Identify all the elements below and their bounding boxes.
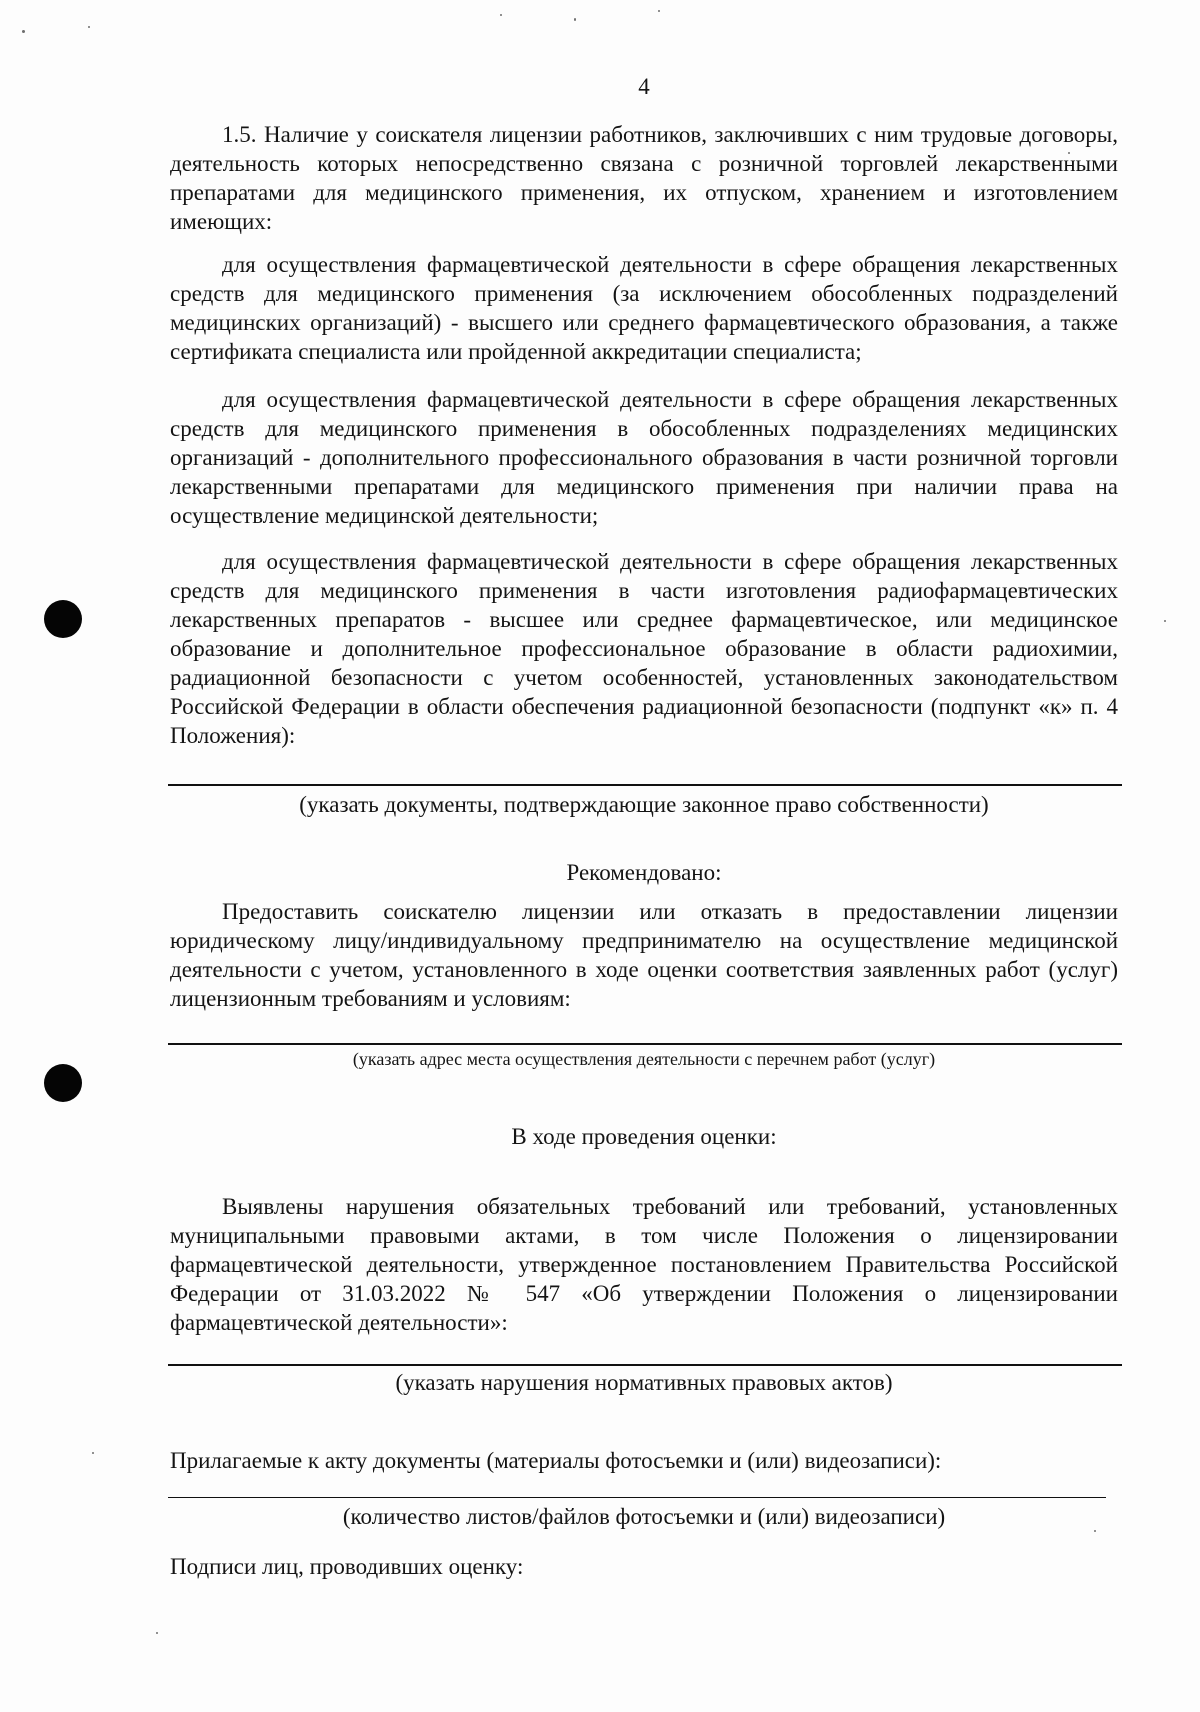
heading-assessment: В ходе проведения оценки:: [511, 1124, 777, 1149]
heading-recommended: Рекомендовано:: [566, 860, 722, 885]
scan-speck: [500, 14, 502, 16]
page-number: 4: [638, 74, 650, 99]
paragraph-violations: Выявлены нарушения обязательных требований или требований, установленных муниципальными правовыми актами, в том числе Положения о лицензировании фармацевтической деятельности, утвержденное постановлением Правительства Российской Федерации от 31.03.2022 № 547 «Об утверждении Положения о лицензировании фармацевтической деятельности»:: [170, 1194, 1118, 1335]
paragraph-1-5: 1.5. Наличие у соискателя лицензии работников, заключивших с ним трудовые договоры, деятельность которых непосредственно связана с розничной торговлей лекарственными препаратами для медицинского применения, их отпуском, хранением и изготовлением имеющих:: [170, 122, 1118, 234]
fill-line-address: [168, 1043, 1122, 1045]
fill-line-attachments: [168, 1497, 1106, 1498]
paragraph-radiopharmaceuticals: для осуществления фармацевтической деятельности в сфере обращения лекарственных средств для медицинского применения в части изготовления радиофармацевтических лекарственных препаратов - высшее или среднее фармацевтическое, или медицинское образование и дополнительное профессиональное образование в области радиохимии, радиационной безопасности с учетом особенностей, установленных законодательством Российской Федерации в области обеспечения радиационной безопасности (подпункт «к» п. 4 Положения):: [170, 549, 1118, 748]
caption-attachments: (количество листов/файлов фотосъемки и (или) видеозаписи): [342, 1504, 946, 1529]
fill-line-violations: [168, 1364, 1122, 1366]
fill-line-ownership: [168, 784, 1122, 786]
scan-speck: [92, 1452, 94, 1454]
attachments-label: Прилагаемые к акту документы (материалы фотосъемки и (или) видеозаписи):: [170, 1448, 942, 1473]
paragraph-pharmacy-education: для осуществления фармацевтической деятельности в сфере обращения лекарственных средств для медицинского применения (за исключением обособленных подразделений медицинских организаций) - высшего или среднего фармацевтического образования, а также сертификата специалиста или пройденной аккредитации специалиста;: [170, 252, 1118, 364]
caption-ownership: (указать документы, подтверждающие законное право собственности): [299, 792, 989, 817]
scan-speck: [1164, 620, 1166, 622]
signatures-label: Подписи лиц, проводивших оценку:: [170, 1554, 524, 1579]
caption-violations: (указать нарушения нормативных правовых актов): [395, 1370, 893, 1395]
paragraph-separate-divisions: для осуществления фармацевтической деятельности в сфере обращения лекарственных средств для медицинского применения в обособленных подразделениях медицинских организаций - дополнительного профессионального образования в части розничной торговли лекарственными препаратами для медицинского применения при наличии права на осуществление медицинской деятельности;: [170, 387, 1118, 528]
paragraph-recommendation: Предоставить соискателю лицензии или отказать в предоставлении лицензии юридическому лицу/индивидуальному предпринимателю на осуществление медицинской деятельности с учетом, установленного в ходе оценки соответствия заявленных работ (услуг) лицензионным требованиям и условиям:: [170, 899, 1118, 1011]
caption-address: (указать адрес места осуществления деятельности с перечнем работ (услуг): [352, 1049, 936, 1069]
punch-hole-upper: [44, 600, 82, 638]
scan-speck: [156, 1632, 158, 1634]
scan-speck: [574, 18, 576, 21]
scan-speck: [22, 30, 25, 33]
scan-speck: [88, 26, 90, 28]
punch-hole-lower: [44, 1064, 82, 1102]
scan-speck: [658, 10, 660, 12]
